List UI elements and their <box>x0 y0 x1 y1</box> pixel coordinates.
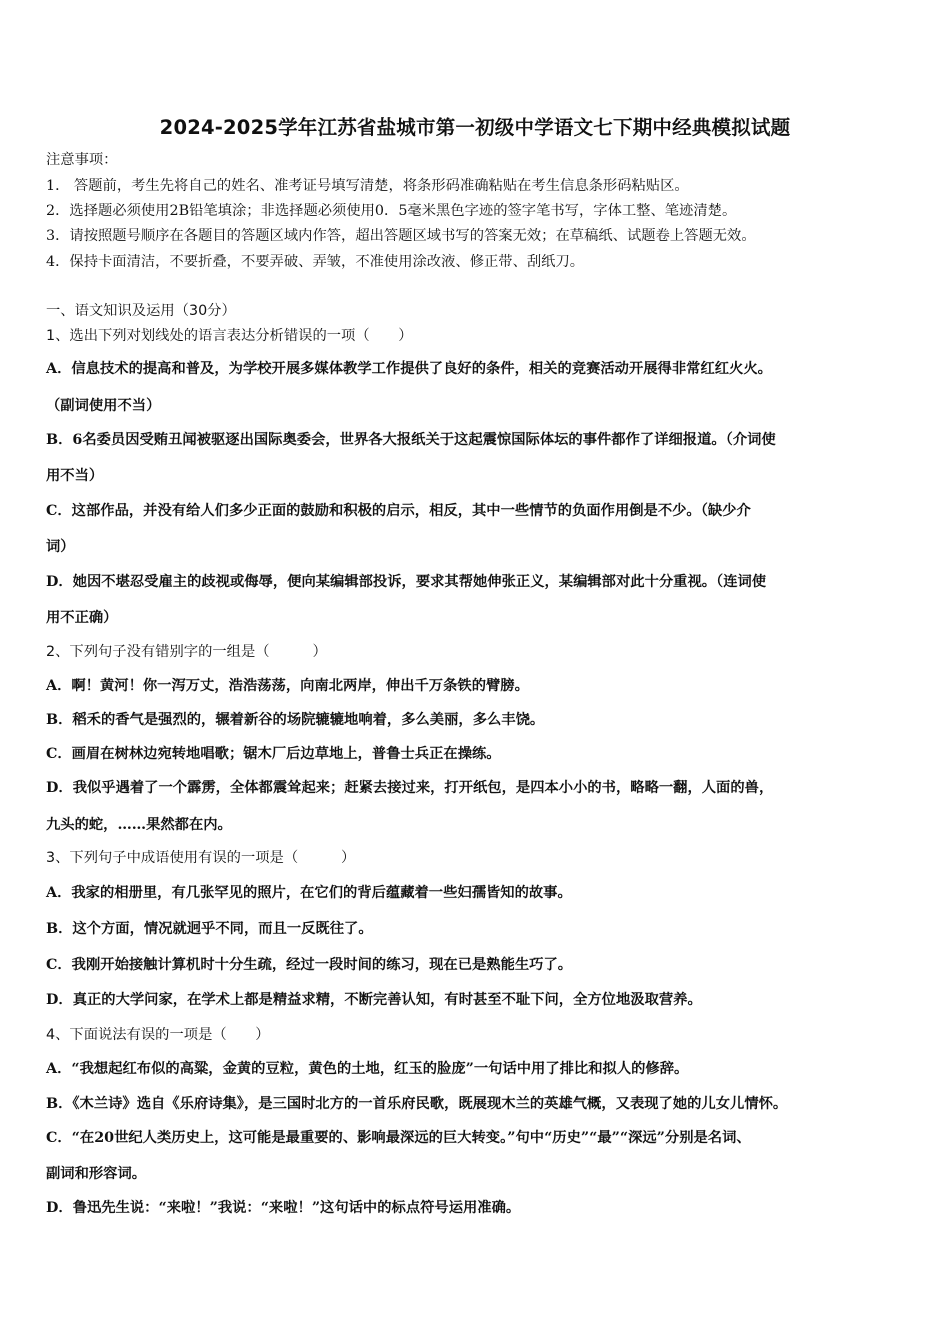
question-3-stem: 3、下列句子中成语使用有误的一项是（ ） <box>46 850 356 866</box>
q3-option-a: A．我家的相册里，有几张罕见的照片，在它们的背后蕴藏着一些妇孺皆知的故事。 <box>46 885 572 901</box>
q1-option-a: A．信息技术的提高和普及，为学校开展多媒体教学工作提供了良好的条件，相关的竞赛活动开展得非常红红火火。 <box>46 361 772 377</box>
section-heading: 一、语文知识及运用（30分） <box>46 303 236 319</box>
q4-option-a: A．“我想起红布似的高粱，金黄的豆粒，黄色的土地，红玉的脸庞”一句话中用了排比和拟人的修辞。 <box>46 1061 689 1077</box>
q4-option-c: C．“在20世纪人类历史上，这可能是最重要的、影响最深远的巨大转变。”句中“历史”“最”“深远”分别是名词、 <box>46 1130 751 1146</box>
notice-heading: 注意事项： <box>46 152 118 168</box>
question-1-stem: 1、选出下列对划线处的语言表达分析错误的一项（ ） <box>46 328 413 344</box>
notice-item-4: 4．保持卡面清洁，不要折叠，不要弄破、弄皱，不准使用涂改液、修正带、刮纸刀。 <box>46 254 585 270</box>
notice-item-3: 3．请按照题号顺序在各题目的答题区域内作答，超出答题区域书写的答案无效；在草稿纸、试题卷上答题无效。 <box>46 228 756 244</box>
notice-item-1: 1． 答题前，考生先将自己的姓名、准考证号填写清楚，将条形码准确粘贴在考生信息条形码粘贴区。 <box>46 178 689 194</box>
notice-item-2: 2．选择题必须使用2B铅笔填涂；非选择题必须使用0．5毫米黑色字迹的签字笔书写，字体工整、笔迹清楚。 <box>46 203 737 219</box>
question-4-stem: 4、下面说法有误的一项是（ ） <box>46 1027 270 1043</box>
q4-option-c-cont: 副词和形容词。 <box>46 1166 147 1182</box>
q1-option-b: B．6名委员因受贿丑闻被驱逐出国际奥委会，世界各大报纸关于这起震惊国际体坛的事件都作了详细报道。（介词使 <box>46 432 776 448</box>
q1-option-d-cont: 用不正确） <box>46 610 118 626</box>
page-title: 2024-2025学年江苏省盐城市第一初级中学语文七下期中经典模拟试题 <box>159 116 791 139</box>
question-2-stem: 2、下列句子没有错别字的一组是（ ） <box>46 644 327 660</box>
q1-option-d: D．她因不堪忍受雇主的歧视或侮辱，便向某编辑部投诉，要求其帮她伸张正义，某编辑部对此十分重视。（连词使 <box>46 574 767 590</box>
q2-option-a: A．啊！黄河！你一泻万丈，浩浩荡荡，向南北两岸，伸出千万条铁的臂膀。 <box>46 678 529 694</box>
q2-option-d: D．我似乎遇着了一个霹雳，全体都震耸起来；赶紧去接过来，打开纸包，是四本小小的书，略略一翻，人面的兽， <box>46 780 774 796</box>
q4-option-d: D．鲁迅先生说：“来啦！”我说：“来啦！”这句话中的标点符号运用准确。 <box>46 1200 521 1216</box>
q2-option-b: B．稻禾的香气是强烈的，辗着新谷的场院辘辘地响着，多么美丽，多么丰饶。 <box>46 712 545 728</box>
q1-option-a-cont: （副词使用不当） <box>46 398 161 414</box>
q1-option-c-cont: 词） <box>46 539 75 555</box>
q1-option-c: C．这部作品，并没有给人们多少正面的鼓励和积极的启示，相反，其中一些情节的负面作用倒是不少。（缺少介 <box>46 503 751 519</box>
q3-option-c: C．我刚开始接触计算机时十分生疏，经过一段时间的练习，现在已是熟能生巧了。 <box>46 957 573 973</box>
q4-option-b: B．《木兰诗》选自《乐府诗集》，是三国时北方的一首乐府民歌，既展现木兰的英雄气概，又表现了她的儿女儿情怀。 <box>46 1096 788 1112</box>
q1-option-b-cont: 用不当） <box>46 468 104 484</box>
q2-option-d-cont: 九头的蛇，……果然都在内。 <box>46 817 232 833</box>
q2-option-c: C．画眉在树林边宛转地唱歌；锯木厂后边草地上，普鲁士兵正在操练。 <box>46 746 501 762</box>
q3-option-b: B．这个方面，情况就迥乎不同，而且一反既往了。 <box>46 921 373 937</box>
q3-option-d: D．真正的大学问家，在学术上都是精益求精，不断完善认知，有时甚至不耻下问，全方位地汲取营养。 <box>46 992 702 1008</box>
